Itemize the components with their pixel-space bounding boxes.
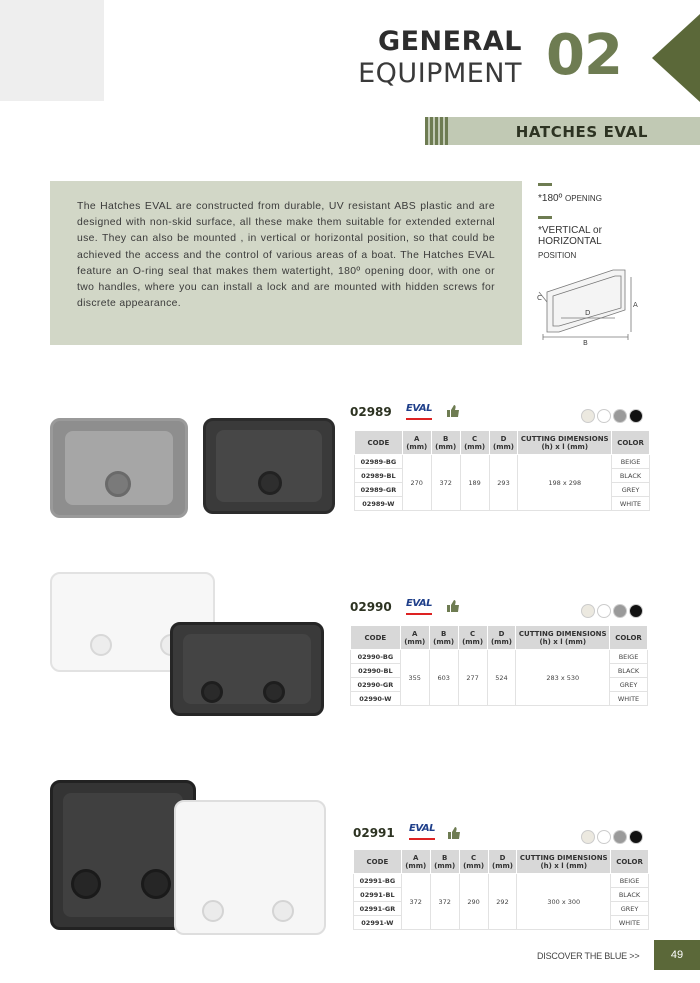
hatch-image-black: [203, 418, 335, 514]
feature-orientation-line2: HORIZONTAL: [538, 236, 602, 247]
swatch-black: [629, 409, 643, 423]
table-row-code: 02990-BL: [351, 664, 401, 678]
swatch-black: [629, 604, 643, 618]
value-a: 355: [400, 650, 429, 706]
eval-brand-logo: EVAL: [409, 823, 435, 837]
table-row-code: 02990-GR: [351, 678, 401, 692]
intro-box: [50, 181, 522, 345]
value-b: 372: [431, 455, 460, 511]
table-row-color: BLACK: [610, 664, 648, 678]
swatch-grey: [613, 604, 627, 618]
header-color: COLOR: [612, 431, 650, 455]
value-cutting: 283 x 530: [516, 650, 610, 706]
table-row-code: 02989-BG: [355, 455, 403, 469]
title-general: GENERAL: [377, 26, 522, 57]
intro-text: The Hatches EVAL are constructed from durable, UV resistant ABS plastic and are designed with non-skid surface, all these make them suitable for extended external use. They can also be mounted , in vertical or horizontal position, so that could be achieved the access and the control of various areas of a boat. The Hatches EVAL feature an O-ring seal that makes them watertight, 180º opening door, with one or two handles, where you can install a lock and are mounted with hidden screws for discrete appearance.: [77, 201, 495, 310]
header-code: CODE: [354, 850, 402, 874]
table-row-code: 02989-BL: [355, 469, 403, 483]
handle-icon: [202, 900, 224, 922]
value-b: 372: [430, 874, 459, 930]
corner-arrow-icon: [652, 14, 700, 102]
handle-icon: [71, 869, 101, 899]
spec-table: [353, 849, 649, 930]
header-b: B (mm): [429, 626, 458, 650]
handle-icon: [272, 900, 294, 922]
hatch-image-black: [170, 622, 324, 716]
diagram-label-d: D: [585, 309, 591, 317]
table-row-color: WHITE: [612, 497, 650, 511]
swatch-beige: [581, 604, 595, 618]
swatch-grey: [613, 830, 627, 844]
table-row-color: WHITE: [610, 692, 648, 706]
diagram-label-a: A: [633, 301, 638, 309]
swatch-white: [597, 409, 611, 423]
feature-dash: [538, 183, 552, 186]
header-c: C (mm): [458, 626, 487, 650]
product-code: 02991: [353, 826, 395, 840]
header-d: D (mm): [488, 850, 517, 874]
handle-icon: [105, 471, 131, 497]
table-row-color: GREY: [612, 483, 650, 497]
header-code: CODE: [351, 626, 401, 650]
header-cutting: CUTTING DIMENSIONS (h) x l (mm): [516, 626, 610, 650]
feature-opening: [538, 193, 602, 204]
feature-opening-small: OPENING: [565, 194, 602, 203]
hatch-dimension-diagram: [533, 262, 653, 347]
header-cutting: CUTTING DIMENSIONS (h) x l (mm): [518, 431, 612, 455]
feature-opening-big: *180º: [538, 193, 563, 204]
section-number: 02: [546, 23, 622, 88]
eval-brand-logo: EVAL: [406, 598, 432, 612]
value-d: 524: [487, 650, 516, 706]
feature-orientation-line3: POSITION: [538, 251, 577, 260]
value-cutting: 300 x 300: [517, 874, 611, 930]
header-color: COLOR: [610, 626, 648, 650]
value-d: 292: [488, 874, 517, 930]
table-row-code: 02991-BL: [354, 888, 402, 902]
table-row-code: 02989-W: [355, 497, 403, 511]
eval-brand-logo: EVAL: [406, 403, 432, 417]
hatch-image-white: [174, 800, 326, 935]
value-c: 277: [458, 650, 487, 706]
handle-icon: [201, 681, 223, 703]
value-c: 189: [460, 455, 489, 511]
table-row-color: BLACK: [611, 888, 649, 902]
table-row-color: BEIGE: [611, 874, 649, 888]
category-label: HATCHES EVAL: [515, 123, 648, 141]
table-row-color: BLACK: [612, 469, 650, 483]
table-row-code: 02991-W: [354, 916, 402, 930]
header-code: CODE: [355, 431, 403, 455]
handle-icon: [263, 681, 285, 703]
feature-dash: [538, 216, 552, 219]
feature-orientation-line1: *VERTICAL or: [538, 225, 602, 236]
category-bar: [425, 117, 700, 145]
swatch-white: [597, 604, 611, 618]
color-swatches: [581, 604, 643, 618]
handle-icon: [141, 869, 171, 899]
swatch-grey: [613, 409, 627, 423]
value-a: 270: [402, 455, 431, 511]
hatch-image-grey: [50, 418, 188, 518]
thumbs-up-icon: [446, 599, 460, 612]
page-title: [358, 28, 522, 87]
thumbs-up-icon: [446, 404, 460, 417]
swatch-beige: [581, 409, 595, 423]
table-row-code: 02991-BG: [354, 874, 402, 888]
header-b: B (mm): [431, 431, 460, 455]
category-stripes: [425, 117, 448, 145]
header-a: A (mm): [401, 850, 430, 874]
table-row-color: BEIGE: [610, 650, 648, 664]
swatch-beige: [581, 830, 595, 844]
color-swatches: [581, 409, 643, 423]
diagram-label-c: C: [537, 294, 542, 302]
header-b: B (mm): [430, 850, 459, 874]
page-number-box: [654, 940, 700, 970]
header-a: A (mm): [400, 626, 429, 650]
header-d: D (mm): [487, 626, 516, 650]
value-b: 603: [429, 650, 458, 706]
header-color: COLOR: [611, 850, 649, 874]
footer-tagline: DISCOVER THE BLUE >>: [537, 951, 640, 961]
table-row-code: 02990-BG: [351, 650, 401, 664]
handle-icon: [90, 634, 112, 656]
product-code: 02989: [350, 405, 392, 419]
table-row-color: GREY: [611, 902, 649, 916]
color-swatches: [581, 830, 643, 844]
table-row-code: 02989-GR: [355, 483, 403, 497]
swatch-white: [597, 830, 611, 844]
table-row-color: BEIGE: [612, 455, 650, 469]
value-cutting: 198 x 298: [518, 455, 612, 511]
value-d: 293: [489, 455, 518, 511]
spec-table: [350, 625, 648, 706]
header-c: C (mm): [460, 431, 489, 455]
swatch-black: [629, 830, 643, 844]
handle-icon: [258, 471, 282, 495]
spec-table: [354, 430, 650, 511]
table-row-color: GREY: [610, 678, 648, 692]
title-equipment: EQUIPMENT: [358, 58, 522, 89]
value-c: 290: [459, 874, 488, 930]
corner-block: [0, 0, 104, 101]
thumbs-up-icon: [447, 826, 461, 839]
page-number: 49: [670, 949, 684, 961]
value-a: 372: [401, 874, 430, 930]
header-a: A (mm): [402, 431, 431, 455]
table-row-color: WHITE: [611, 916, 649, 930]
feature-orientation: [538, 225, 602, 261]
table-row-code: 02990-W: [351, 692, 401, 706]
diagram-label-b: B: [583, 339, 588, 347]
product-code: 02990: [350, 600, 392, 614]
header-c: C (mm): [459, 850, 488, 874]
header-cutting: CUTTING DIMENSIONS (h) x l (mm): [517, 850, 611, 874]
table-row-code: 02991-GR: [354, 902, 402, 916]
header-d: D (mm): [489, 431, 518, 455]
